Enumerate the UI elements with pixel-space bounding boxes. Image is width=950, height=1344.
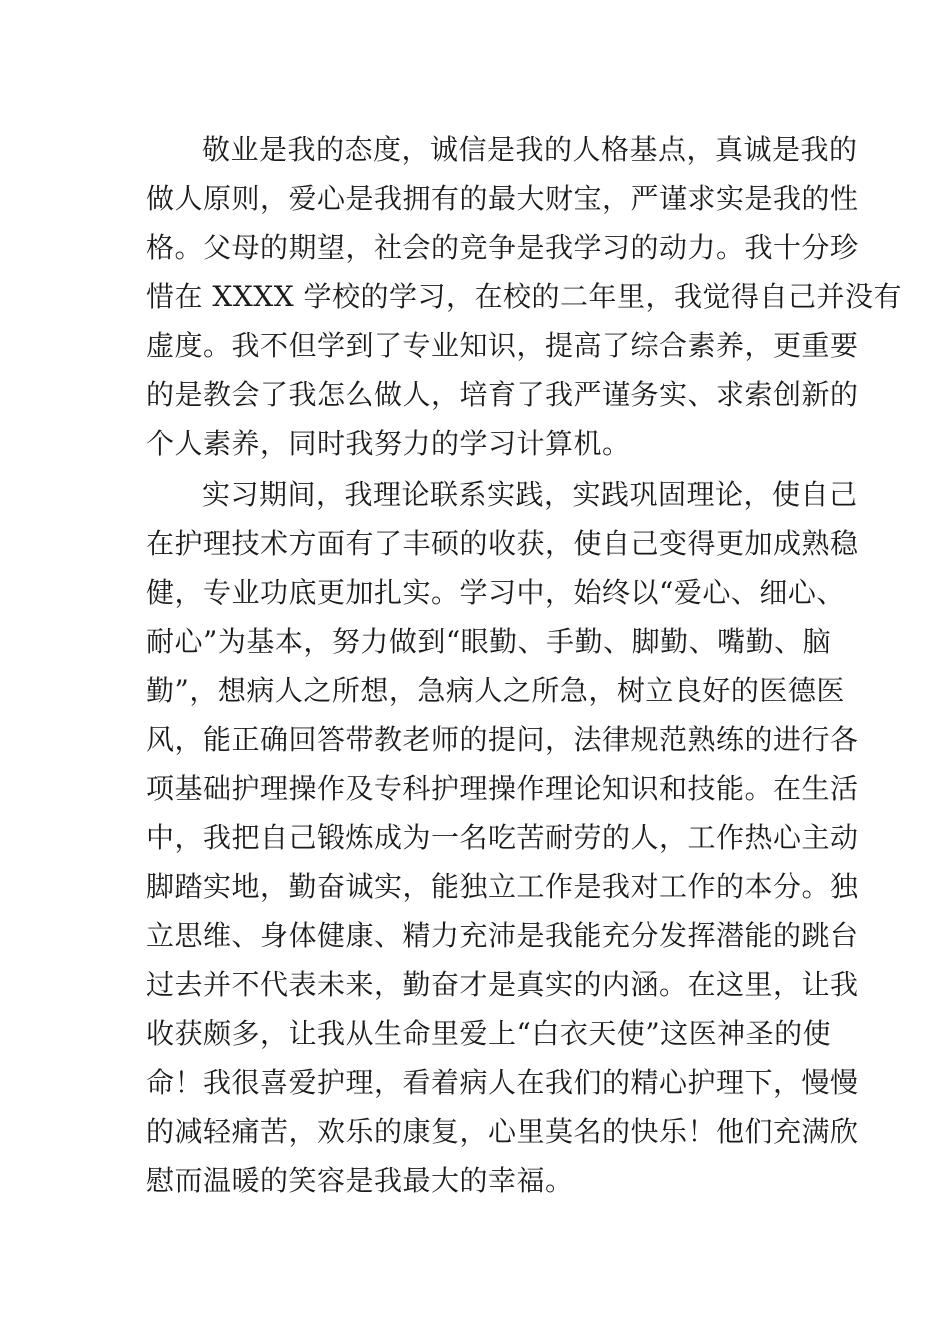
- paragraph-2-line-15: 慰而温暖的笑容是我最大的幸福。: [146, 1164, 574, 1197]
- paragraph-2-line-14: 的减轻痛苦，欢乐的康复，心里莫名的快乐！他们充满欣: [146, 1115, 859, 1148]
- paragraph-2-line-4: 耐心”为基本，努力做到“眼勤、手勤、脚勤、嘴勤、脑: [146, 625, 832, 658]
- paragraph-2-line-5: 勤”，想病人之所想，急病人之所急，树立良好的医德医: [146, 674, 845, 707]
- paragraph-2-line-3: 健，专业功底更加扎实。学习中，始终以“爱心、细心、: [146, 576, 845, 609]
- paragraph-1-line-2: 做人原则，爱心是我拥有的最大财宝，严谨求实是我的性: [146, 182, 859, 215]
- paragraph-1-line-7: 个人素养，同时我努力的学习计算机。: [146, 427, 631, 460]
- paragraph-2-line-2: 在护理技术方面有了丰硕的收获，使自己变得更加成熟稳: [146, 527, 859, 560]
- paragraph-2-line-6: 风，能正确回答带教老师的提问，法律规范熟练的进行各: [146, 723, 859, 756]
- paragraph-2-line-10: 立思维、身体健康、精力充沛是我能充分发挥潜能的跳台: [146, 919, 859, 952]
- paragraph-1-line-3: 格。父母的期望，社会的竞争是我学习的动力。我十分珍: [146, 231, 859, 264]
- paragraph-1-line-5: 虚度。我不但学到了专业知识，提高了综合素养，更重要: [146, 329, 859, 362]
- paragraph-2-line-13: 命！我很喜爱护理，看着病人在我们的精心护理下，慢慢: [146, 1066, 859, 1099]
- paragraph-2-line-11: 过去并不代表未来，勤奋才是真实的内涵。在这里，让我: [146, 968, 859, 1001]
- paragraph-1-line-4: 惜在 XXXX 学校的学习，在校的二年里，我觉得自己并没有: [146, 280, 903, 313]
- paragraph-2-line-7: 项基础护理操作及专科护理操作理论知识和技能。在生活: [146, 772, 859, 805]
- paragraph-2-line-9: 脚踏实地，勤奋诚实，能独立工作是我对工作的本分。独: [146, 870, 859, 903]
- paragraph-2-line-8: 中，我把自己锻炼成为一名吃苦耐劳的人，工作热心主动: [146, 821, 859, 854]
- paragraph-2-line-12: 收获颇多，让我从生命里爱上“白衣天使”这医神圣的使: [146, 1017, 832, 1050]
- paragraph-1-line-1: 敬业是我的态度，诚信是我的人格基点，真诚是我的: [202, 133, 858, 166]
- paragraph-1-line-6: 的是教会了我怎么做人，培育了我严谨务实、求索创新的: [146, 378, 859, 411]
- paragraph-2-line-1: 实习期间，我理论联系实践，实践巩固理论，使自己: [202, 478, 858, 511]
